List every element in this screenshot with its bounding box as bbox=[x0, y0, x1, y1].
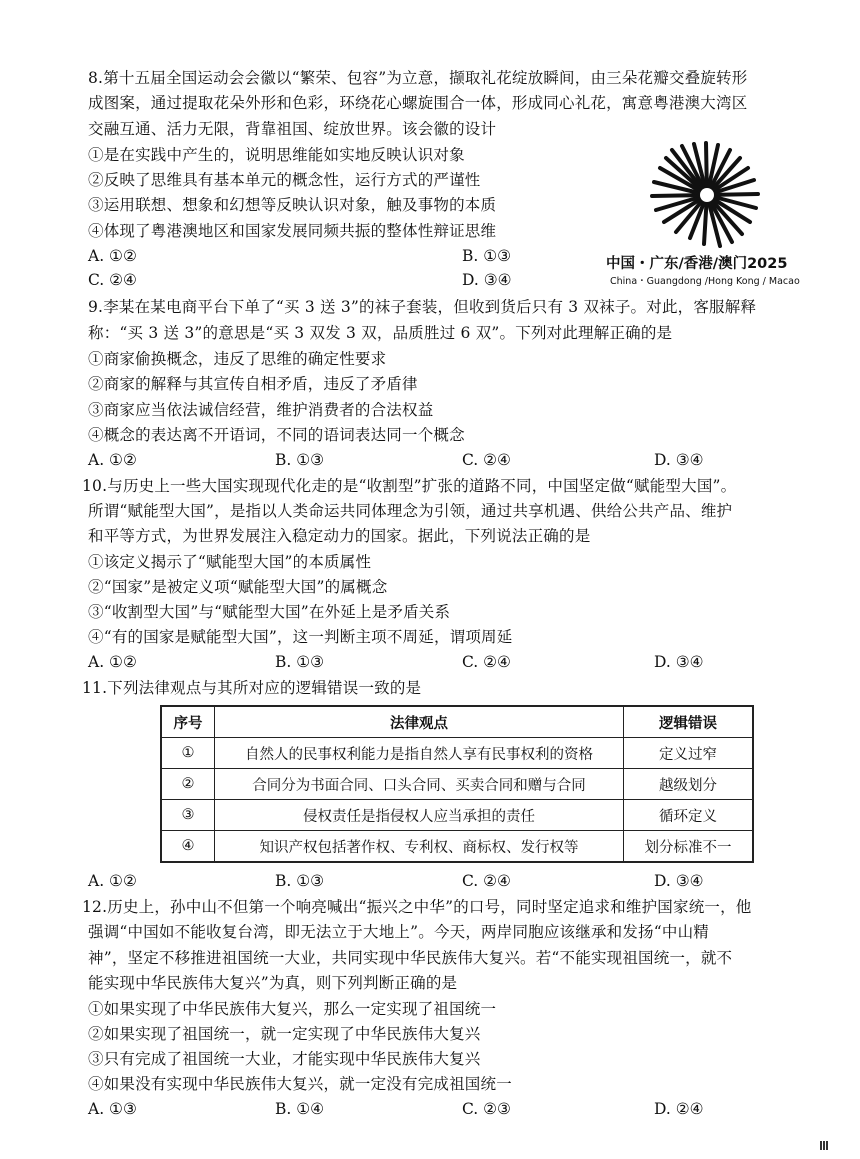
table-row bbox=[161, 831, 753, 863]
table-row bbox=[161, 738, 753, 769]
q12-stem-line-3: 神”，坚定不移推进祖国统一大业，共同实现中华民族伟大复兴。若“不能实现祖国统一，就不 bbox=[88, 949, 733, 967]
q8-option-b: B. ①③ bbox=[462, 247, 512, 265]
q8-item-2: ②反映了思维具有基本单元的概念性，运行方式的严谨性 bbox=[88, 171, 481, 189]
q9-stem-line-1: 9.李某在某电商平台下单了“买 3 送 3”的袜子套装，但收到货后只有 3 双袜子。对此，客服解释 bbox=[88, 298, 757, 316]
q10-stem-line-1: 10.与历史上一些大国实现现代化走的是“收割型”扩张的道路不同，中国坚定做“赋能型大国”。 bbox=[82, 477, 737, 495]
q10-stem-line-3: 和平等方式，为世界发展注入稳定动力的国家。据此，下列说法正确的是 bbox=[88, 527, 591, 545]
q10-item-1: ①该定义揭示了“赋能型大国”的本质属性 bbox=[88, 553, 372, 571]
q12-stem-line-4: 能实现中华民族伟大复兴”为真，则下列判断正确的是 bbox=[88, 974, 458, 992]
q10-item-3: ③“收割型大国”与“赋能型大国”在外延上是矛盾关系 bbox=[88, 603, 451, 621]
q12-item-1: ①如果实现了中华民族伟大复兴，那么一定实现了祖国统一 bbox=[88, 1000, 497, 1018]
q12-stem-line-1: 12.历史上，孙中山不但第一个响亮喊出“振兴之中华”的口号，同时坚定追求和维护国家统一，他 bbox=[82, 898, 752, 916]
table-row bbox=[161, 800, 753, 831]
logo-caption-english: China・Guangdong /Hong Kong / Macao bbox=[610, 276, 800, 287]
row-number: ② bbox=[161, 769, 215, 800]
header-number: 序号 bbox=[161, 706, 215, 738]
games-emblem-logo bbox=[642, 140, 772, 250]
row-number: ③ bbox=[161, 800, 215, 831]
row-logic-error: 划分标准不一 bbox=[624, 831, 754, 863]
q12-item-3: ③只有完成了祖国统一大业，才能实现中华民族伟大复兴 bbox=[88, 1050, 481, 1068]
header-legal-view: 法律观点 bbox=[215, 706, 624, 738]
row-legal-view: 自然人的民事权利能力是指自然人享有民事权利的资格 bbox=[215, 738, 624, 769]
row-number: ① bbox=[161, 738, 215, 769]
q10-option-a: A. ①② bbox=[88, 653, 137, 671]
q12-item-4: ④如果没有实现中华民族伟大复兴，就一定没有完成祖国统一 bbox=[88, 1075, 512, 1093]
q11-option-b: B. ①③ bbox=[275, 872, 325, 890]
q8-option-d: D. ③④ bbox=[462, 271, 512, 289]
q10-item-2: ②“国家”是被定义项“赋能型大国”的属概念 bbox=[88, 578, 388, 596]
watermark-qr-icon bbox=[820, 1141, 829, 1150]
q8-stem-line-3: 交融互通、活力无限，背靠祖国、绽放世界。该会徽的设计 bbox=[88, 120, 497, 138]
q8-stem-line-1: 8.第十五届全国运动会会徽以“繁荣、包容”为立意，撷取礼花绽放瞬间，由三朵花瓣交叠旋转形 bbox=[88, 69, 748, 87]
q11-option-c: C. ②④ bbox=[462, 872, 511, 890]
q12-option-d: D. ②④ bbox=[654, 1100, 704, 1118]
q12-option-b: B. ①④ bbox=[275, 1100, 325, 1118]
q12-option-a: A. ①③ bbox=[88, 1100, 137, 1118]
q8-item-3: ③运用联想、想象和幻想等反映认识对象，触及事物的本质 bbox=[88, 196, 497, 214]
q9-item-4: ④概念的表达离不开语词，不同的语词表达同一个概念 bbox=[88, 426, 465, 444]
q10-option-b: B. ①③ bbox=[275, 653, 325, 671]
row-legal-view: 侵权责任是指侵权人应当承担的责任 bbox=[215, 800, 624, 831]
q10-stem-line-2: 所谓“赋能型大国”，是指以人类命运共同体理念为引领，通过共享机遇、供给公共产品、维护 bbox=[88, 502, 733, 520]
q9-option-a: A. ①② bbox=[88, 451, 137, 469]
q9-stem-line-2: 称：“买 3 送 3”的意思是“买 3 双发 3 双，品质胜过 6 双”。下列对此理解正确的是 bbox=[88, 324, 673, 342]
q10-item-4: ④“有的国家是赋能型大国”，这一判断主项不周延，谓项周延 bbox=[88, 628, 513, 646]
q9-item-2: ②商家的解释与其宣传自相矛盾，违反了矛盾律 bbox=[88, 375, 418, 393]
row-logic-error: 越级划分 bbox=[624, 769, 754, 800]
q11-stem: 11.下列法律观点与其所对应的逻辑错误一致的是 bbox=[82, 679, 422, 697]
q12-stem-line-2: 强调“中国如不能收复台湾，即无法立于大地上”。今天，两岸同胞应该继承和发扬“中山精 bbox=[88, 923, 709, 941]
q9-item-1: ①商家偷换概念，违反了思维的确定性要求 bbox=[88, 350, 387, 368]
q8-stem-line-2: 成图案，通过提取花朵外形和色彩，环绕花心螺旋围合一体，形成同心礼花，寓意粤港澳大湾区 bbox=[88, 94, 748, 112]
q12-option-c: C. ②③ bbox=[462, 1100, 511, 1118]
header-logic-error: 逻辑错误 bbox=[624, 706, 754, 738]
q8-item-4: ④体现了粤港澳地区和国家发展同频共振的整体性辩证思维 bbox=[88, 222, 497, 240]
q12-item-2: ②如果实现了祖国统一，就一定实现了中华民族伟大复兴 bbox=[88, 1025, 481, 1043]
q8-item-1: ①是在实践中产生的，说明思维能如实地反映认识对象 bbox=[88, 146, 465, 164]
q9-option-d: D. ③④ bbox=[654, 451, 704, 469]
row-legal-view: 知识产权包括著作权、专利权、商标权、发行权等 bbox=[215, 831, 624, 863]
logic-errors-table bbox=[160, 705, 754, 863]
row-legal-view: 合同分为书面合同、口头合同、买卖合同和赠与合同 bbox=[215, 769, 624, 800]
row-number: ④ bbox=[161, 831, 215, 863]
q11-option-d: D. ③④ bbox=[654, 872, 704, 890]
row-logic-error: 循环定义 bbox=[624, 800, 754, 831]
row-logic-error: 定义过窄 bbox=[624, 738, 754, 769]
q8-option-a: A. ①② bbox=[88, 247, 137, 265]
q11-option-a: A. ①② bbox=[88, 872, 137, 890]
q9-option-b: B. ①③ bbox=[275, 451, 325, 469]
logo-caption-chinese: 中国・广东/香港/澳门2025 bbox=[606, 256, 788, 272]
table-row bbox=[161, 769, 753, 800]
q9-option-c: C. ②④ bbox=[462, 451, 511, 469]
q9-item-3: ③商家应当依法诚信经营，维护消费者的合法权益 bbox=[88, 401, 434, 419]
q10-option-d: D. ③④ bbox=[654, 653, 704, 671]
q8-option-c: C. ②④ bbox=[88, 271, 137, 289]
table-header-row bbox=[161, 706, 753, 738]
q10-option-c: C. ②④ bbox=[462, 653, 511, 671]
